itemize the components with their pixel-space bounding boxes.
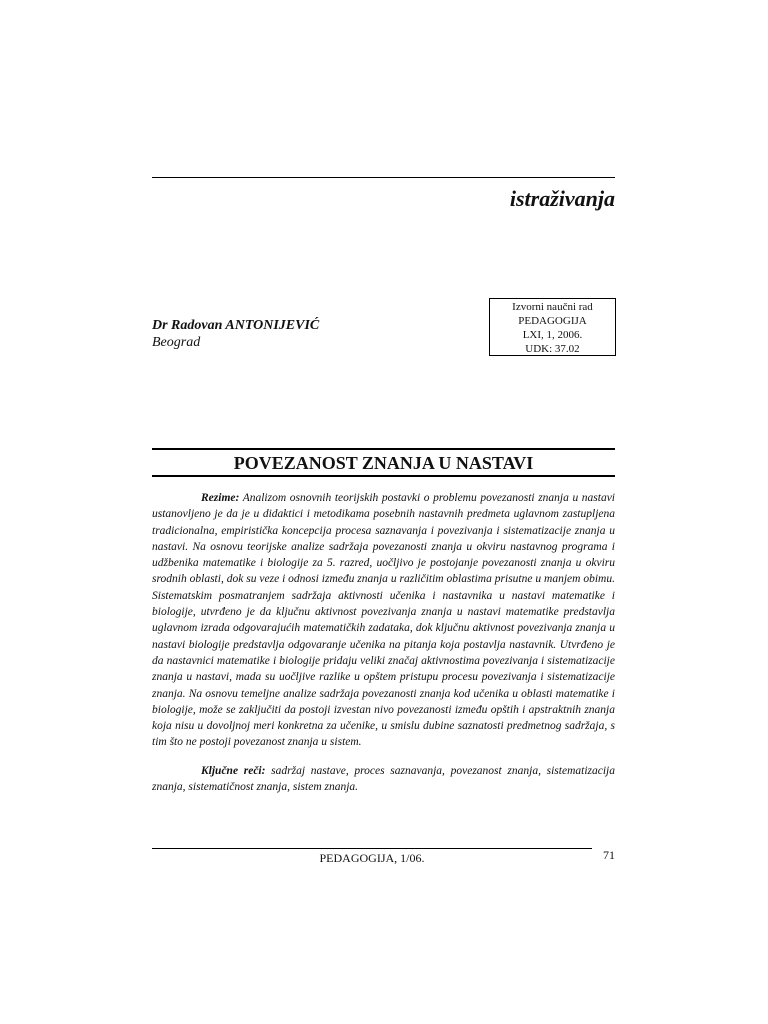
title-rule-bottom	[152, 475, 615, 477]
footer-rule	[152, 848, 592, 849]
keywords-text: sadržaj nastave, proces saznavanja, povezanost znanja, sistematizacija znanja, sistematičnost znanja, sistem znanja.	[152, 765, 615, 794]
keywords-paragraph	[152, 763, 615, 796]
meta-journal-name: PEDAGOGIJA	[518, 315, 587, 327]
article-title: POVEZANOST ZNANJA U NASTAVI	[233, 453, 534, 473]
footer-journal-issue: PEDAGOGIJA, 1/06.	[319, 851, 425, 865]
meta-volume-issue: LXI, 1, 2006.	[522, 329, 583, 341]
author-city: Beograd	[152, 335, 201, 350]
title-rule-top	[152, 448, 615, 450]
author-name: Dr Radovan ANTONIJEVIĆ	[152, 318, 320, 333]
top-rule	[152, 177, 615, 178]
article-meta-box	[489, 298, 616, 356]
abstract-paragraph	[152, 490, 615, 751]
page-number: 71	[603, 848, 615, 862]
abstract-text: Analizom osnovnih teorijskih postavki o problemu povezanosti znanja u nastavi ustanovljeno je da je u didaktici i metodikama posebnih nastavnih predmeta uglavnom zastupljena tradicionalna, empiristička koncepcija procesa saznavanja i povezivanja i sistematizacije znanja u nastavi. Na osnovu teorijske analize sadržaja povezanosti znanja u okviru nastavnog programa i udžbenika matematike i biologije za 5. razred, uočljivo je postojanje povezanosti znanja u okviru srodnih oblasti, dok su veze i odnosi između znanja u različitim oblastima prisutne u manjem obimu. Sistematskim posmatranjem sadržaja aktivnosti učenika i nastavnika u nastavi matematike i biologije, utvrđeno je da ključnu aktivnost povezivanja znanja u nastavi matematike predstavlja uglavnom izrada odgovarajućih matematičkih zadataka, dok ključnu aktivnost povezivanja znanja u nastavi biologije predstavlja odgovaranje učenika na pitanja koja postavlja nastavnik. Utvrđeno je da nastavnici matematike i biologije pridaju veliki značaj aktivnostima povezivanja i sistematizacije znanja u nastavi, mada su uočljive razlike u opštem pristupu procesu povezivanja i sistematizacije znanja. Na osnovu temeljne analize sadržaja povezanosti znanja kod učenika u oblasti matematike i biologije, može se zaključiti da postoji izvestan nivo povezanosti između opštih i apstraktnih znanja koja nisu u dovoljnoj meri konkretna za učenike, u smislu dubine saznatosti predmetnog sadržaja, s tim što ne postoji povezanost znanja u sistem.	[152, 492, 615, 749]
meta-udk: UDK: 37.02	[525, 343, 580, 355]
keywords-label: Ključne reči:	[201, 765, 266, 777]
abstract-label: Rezime:	[201, 492, 240, 504]
section-label: istraživanja	[509, 186, 615, 211]
meta-article-type: Izvorni naučni rad	[512, 301, 593, 313]
